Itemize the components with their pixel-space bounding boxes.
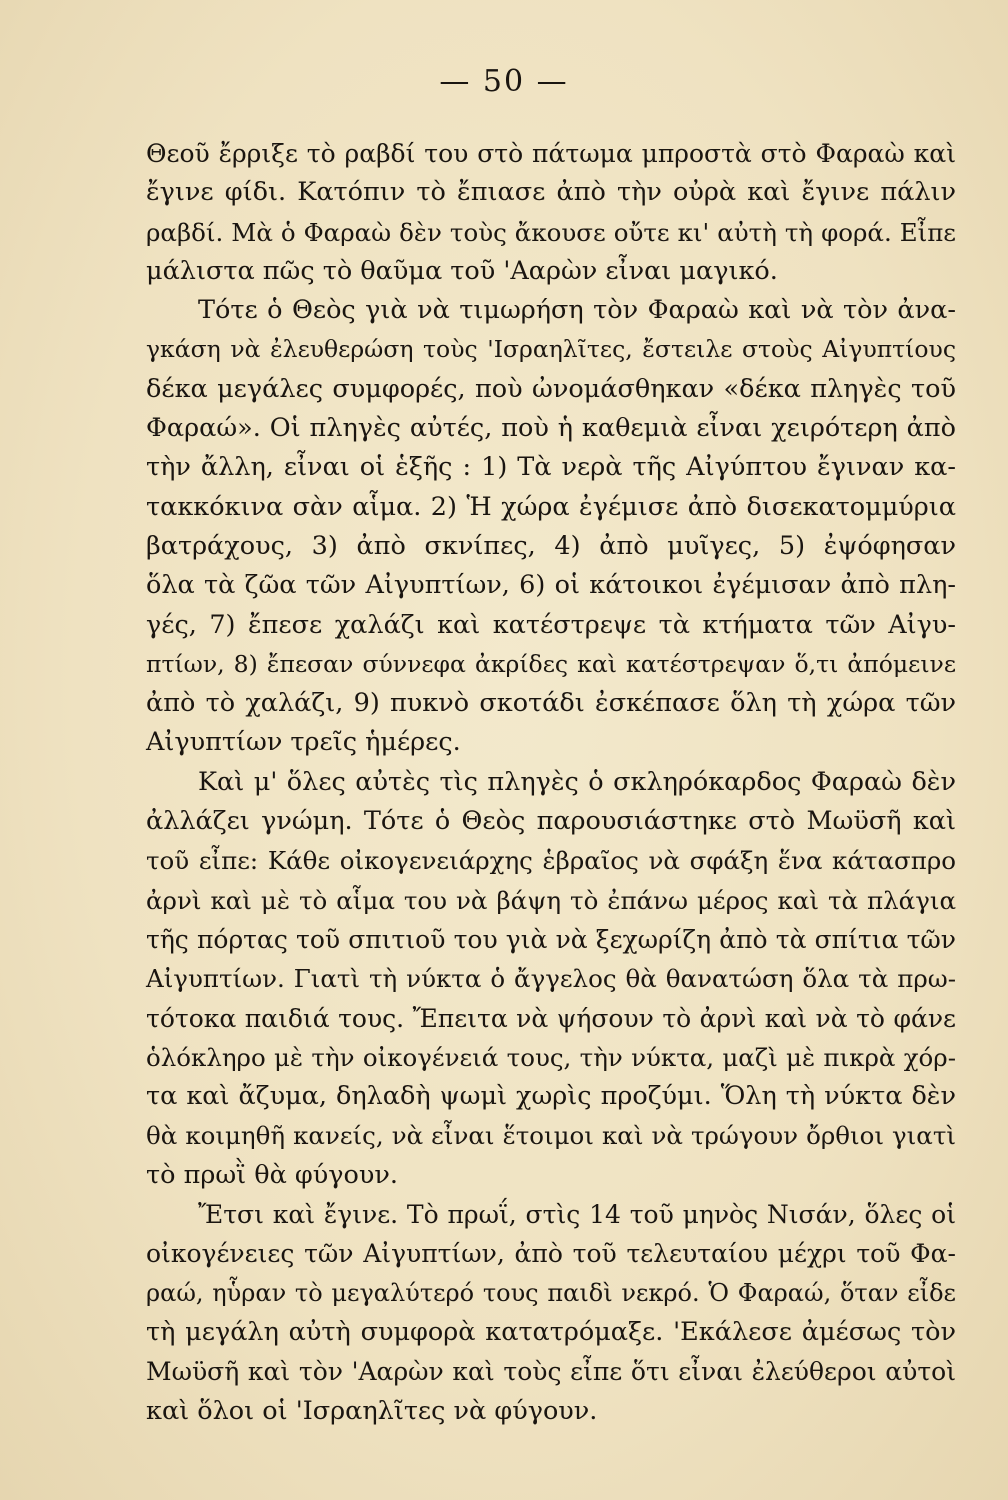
paragraph [146, 763, 956, 1195]
text-line: Αἰγυπτίων. Γιατὶ τὴ νύκτα ὁ ἄγγελος θὰ θανατώση ὅλα τὰ πρω- [146, 964, 956, 994]
text-line: Μωϋσῆ καὶ τὸν 'Ααρὼν καὶ τοὺς εἶπε ὅτι εἶναι ἐλεύθεροι αὐτοὶ [146, 1357, 956, 1387]
text-line: Ἔτσι καὶ ἔγινε. Τὸ πρωΐ, στὶς 14 τοῦ μηνὸς Νισάν, ὅλες οἱ [198, 1200, 956, 1230]
paragraph [146, 1195, 956, 1431]
text-line: τῆς πόρτας τοῦ σπιτιοῦ του γιὰ νὰ ξεχωρίζη ἀπὸ τὰ σπίτια τῶν [146, 924, 956, 954]
paragraph [146, 291, 956, 763]
text-line: Καὶ μ' ὅλες αὐτὲς τὶς πληγὲς ὁ σκληρόκαρδος Φαραὼ δὲν [198, 766, 956, 797]
text-line: θὰ κοιμηθῆ κανείς, νὰ εἶναι ἕτοιμοι καὶ νὰ τρώγουν ὄρθιοι γιατὶ [146, 1121, 956, 1151]
text-line: ὅλα τὰ ζῶα τῶν Αἰγυπτίων, 6) οἱ κάτοικοι ἐγέμισαν ἀπὸ πλη- [146, 570, 956, 601]
text-line: δέκα μεγάλες συμφορές, ποὺ ὠνομάσθηκαν «δέκα πληγὲς τοῦ [146, 373, 956, 404]
text-line: τὴ μεγάλη αὐτὴ συμφορὰ κατατρόμαξε. 'Εκάλεσε ἀμέσως τὸν [146, 1316, 956, 1347]
text-line: Τότε ὁ Θεὸς γιὰ νὰ τιμωρήση τὸν Φαραὼ καὶ νὰ τὸν ἀνα- [198, 295, 956, 326]
text-line: ἀρνὶ καὶ μὲ τὸ αἷμα του νὰ βάψη τὸ ἐπάνω μέρος καὶ τὰ πλάγια [146, 885, 956, 915]
text-line: ἀλλάζει γνώμη. Τότε ὁ Θεὸς παρουσιάστηκε στὸ Μωϋσῆ καὶ [146, 806, 956, 837]
text-line: οἰκογένειες τῶν Αἰγυπτίων, ἀπὸ τοῦ τελευταίου μέχρι τοῦ Φα- [146, 1239, 956, 1269]
text-line: τα καὶ ἄζυμα, δηλαδὴ ψωμὶ χωρὶς προζύμι. Ὅλη τὴ νύκτα δὲν [146, 1081, 956, 1112]
text-line: ἀπὸ τὸ χαλάζι, 9) πυκνὸ σκοτάδι ἐσκέπασε ὅλη τὴ χώρα τῶν [146, 688, 956, 719]
text-line: τὴν ἄλλη, εἶναι οἱ ἑξῆς : 1) Τὰ νερὰ τῆς Αἰγύπτου ἔγιναν κα- [146, 452, 956, 483]
text-line: γές, 7) ἔπεσε χαλάζι καὶ κατέστρεψε τὰ κτήματα τῶν Αἰγυ- [146, 609, 956, 640]
text-line: ραώ, ηὗραν τὸ μεγαλύτερό τους παιδὶ νεκρό. Ὁ Φαραώ, ὅταν εἶδε [146, 1278, 956, 1307]
text-line: Αἰγυπτίων τρεῖς ἡμέρες. [146, 727, 461, 758]
text-line: μάλιστα πῶς τὸ θαῦμα τοῦ 'Ααρὼν εἶναι μαγικό. [146, 255, 778, 286]
text-line: τὸ πρωῒ θὰ φύγουν. [146, 1159, 398, 1190]
text-line: τακκόκινα σὰν αἷμα. 2) Ἡ χώρα ἐγέμισε ἀπὸ δισεκατομμύρια [146, 491, 956, 522]
text-line: βατράχους, 3) ἀπὸ σκνίπες, 4) ἀπὸ μυῖγες, 5) ἐψόφησαν [146, 530, 956, 561]
text-line: Φαραώ». Οἱ πληγὲς αὐτές, ποὺ ἡ καθεμιὰ εἶναι χειρότερη ἀπὸ [146, 413, 956, 444]
text-line: τοῦ εἶπε: Κάθε οἰκογενειάρχης ἑβραῖος νὰ σφάξη ἕνα κάτασπρο [146, 846, 956, 876]
body-text [146, 134, 956, 1431]
text-line: ὁλόκληρο μὲ τὴν οἰκογένειά τους, τὴν νύκτα, μαζὶ μὲ πικρὰ χόρ- [146, 1042, 956, 1072]
text-line: καὶ ὅλοι οἱ 'Ισραηλῖτες νὰ φύγουν. [146, 1395, 598, 1426]
text-line: γκάση νὰ ἐλευθερώση τοὺς 'Ισραηλῖτες, ἔστειλε στοὺς Αἰγυπτίους [146, 335, 956, 364]
text-line: πτίων, 8) ἔπεσαν σύννεφα ἀκρίδες καὶ κατέστρεψαν ὅ,τι ἀπόμεινε [146, 649, 956, 678]
text-line: Θεοῦ ἔρριξε τὸ ραβδί του στὸ πάτωμα μπροστὰ στὸ Φαραὼ καὶ [146, 139, 956, 168]
paragraph [146, 134, 956, 291]
page-number: — 50 — [439, 64, 569, 99]
text-line: ραβδί. Μὰ ὁ Φαραὼ δὲν τοὺς ἄκουσε οὔτε κι' αὐτὴ τὴ φορά. Εἶπε [146, 217, 956, 247]
text-line: ἔγινε φίδι. Κατόπιν τὸ ἔπιασε ἀπὸ τὴν οὐρὰ καὶ ἔγινε πάλιν [146, 177, 956, 208]
text-line: τότοκα παιδιά τους. Ἔπειτα νὰ ψήσουν τὸ ἀρνὶ καὶ νὰ τὸ φάνε [146, 1003, 956, 1033]
